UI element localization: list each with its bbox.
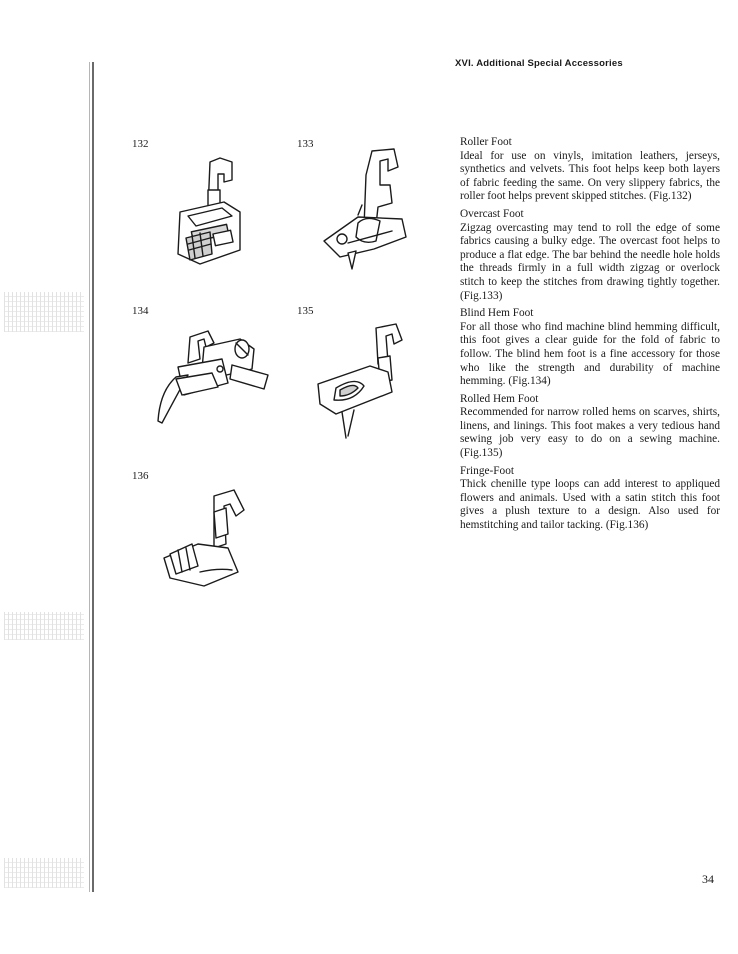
figure-number: 132	[132, 138, 149, 150]
figure-number: 136	[132, 470, 149, 482]
binding-edge-line	[89, 62, 90, 892]
section-title-roller-foot: Roller Foot	[460, 136, 512, 148]
figure-number: 135	[297, 305, 314, 317]
section-title-overcast-foot: Overcast Foot	[460, 207, 524, 220]
section-body-rolled-hem-foot: Recommended for narrow rolled hems on scarves, shirts, linens, and linings. This foot makes a very tedious hand sewing job very easy to do on a sewing machine. (Fig.135)	[460, 406, 720, 460]
section-body-roller-foot: Ideal for use on vinyls, imitation leathers, jerseys, synthetics and velvets. This foot helps keep both layers of fabric feeding the same. On very slippery fabrics, the roller foot helps prevent skipped stitches. (Fig.132)	[460, 149, 720, 203]
section-title-fringe-foot: Fringe-Foot	[460, 464, 514, 477]
page-number: 34	[702, 872, 714, 886]
figure-number: 134	[132, 305, 149, 317]
section-body-fringe-foot: Thick chenille type loops can add interest to appliqued flowers and animals. Used with a satin stitch this foot gives a plush texture to a design. Also used for hemstitching and tailor tacking. (Fig.136)	[460, 478, 720, 532]
figure-number: 133	[297, 138, 314, 150]
rolled-hem-foot-illustration	[312, 318, 412, 448]
scan-speckle	[4, 858, 84, 888]
roller-foot-illustration	[162, 150, 272, 275]
scan-speckle	[4, 612, 84, 640]
section-title-rolled-hem-foot: Rolled Hem Foot	[460, 392, 539, 405]
section-title-blind-hem-foot: Blind Hem Foot	[460, 307, 534, 320]
section-body-blind-hem-foot: For all those who find machine blind hemming difficult, this foot gives a clear guide for the fold of fabric to follow. The blind hem foot is a fine accessory for those who like the strength and durability of machine hemming. (Fig.134)	[460, 320, 720, 388]
binding-edge-line	[92, 62, 94, 892]
chapter-header: XVI. Additional Special Accessories	[455, 58, 623, 69]
blind-hem-foot-illustration	[148, 325, 278, 430]
overcast-foot-illustration	[318, 145, 410, 275]
section-body-overcast-foot: Zigzag overcasting may tend to roll the edge of some fabrics causing a bulky edge. The overcast foot helps to produce a flat edge. The bar behind the needle hole holds the threads firmly in a full width zigzag or overlock stitch to keep the stitches from drawing tightly together. (Fig.133)	[460, 221, 720, 302]
fringe-foot-illustration	[158, 486, 254, 594]
scan-speckle	[4, 292, 84, 332]
accessory-descriptions	[460, 136, 720, 537]
